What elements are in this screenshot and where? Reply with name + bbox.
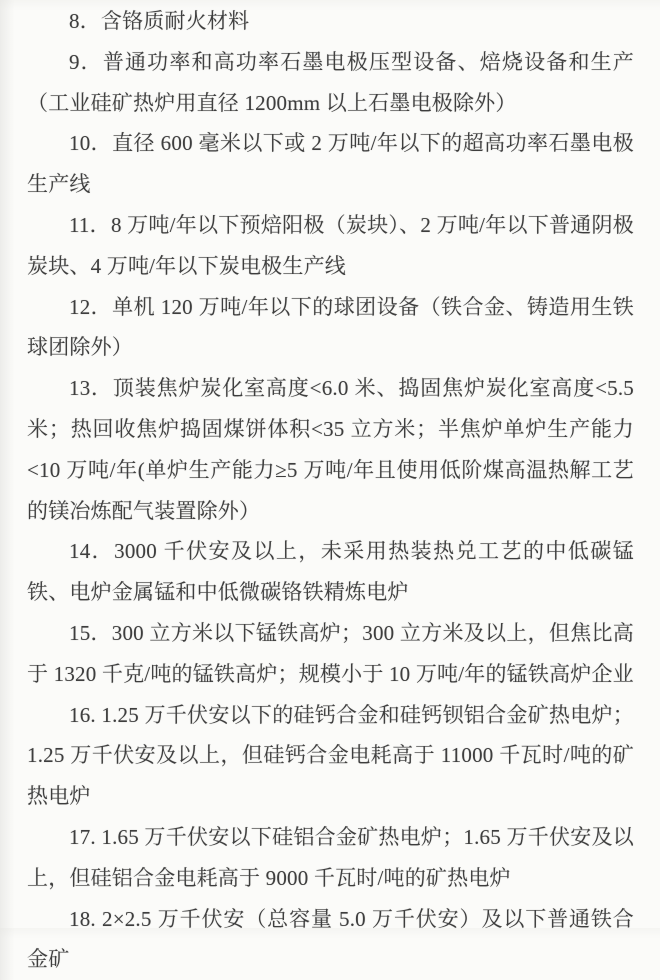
list-item-17: 17. 1.65 万千伏安以下硅铝合金矿热电炉；1.65 万千伏安及以上，但硅铝合金电耗高于 9000 千瓦时/吨的矿热电炉 <box>27 824 634 890</box>
list-item-9: 9．普通功率和高功率石墨电极压型设备、焙烧设备和生产（工业硅矿热炉用直径 1200mm 以上石墨电极除外） <box>27 49 634 115</box>
list-item-10: 10．直径 600 毫米以下或 2 万吨/年以下的超高功率石墨电极生产线 <box>27 131 634 197</box>
list-item-15: 15．300 立方米以下锰铁高炉；300 立方米及以上，但焦比高于 1320 千克/吨的锰铁高炉；规模小于 10 万吨/年的锰铁高炉企业 <box>27 620 634 686</box>
list-item-8: 8．含铬质耐火材料 <box>69 9 250 33</box>
list-item-11: 11．8 万吨/年以下预焙阳极（炭块）、2 万吨/年以下普通阴极炭块、4 万吨/年以下炭电极生产线 <box>27 212 634 278</box>
list-item-16: 16. 1.25 万千伏安以下的硅钙合金和硅钙钡铝合金矿热电炉；1.25 万千伏安及以上，但硅钙合金电耗高于 11000 千瓦时/吨的矿热电炉 <box>27 702 634 809</box>
list-item-18: 18. 2×2.5 万千伏安（总容量 5.0 万千伏安）及以下普通铁合金矿 <box>27 906 634 972</box>
list-item-14: 14．3000 千伏安及以上，未采用热装热兑工艺的中低碳锰铁、电炉金属锰和中低微碳铬铁精炼电炉 <box>27 539 634 605</box>
list-item-12: 12．单机 120 万吨/年以下的球团设备（铁合金、铸造用生铁球团除外） <box>27 294 634 360</box>
list-item-13: 13．顶装焦炉炭化室高度<6.0 米、捣固焦炉炭化室高度<5.5 米；热回收焦炉捣固煤饼体积<35 立方米；半焦炉单炉生产能力<10 万吨/年(单炉生产能力≥5 万吨/年且使用低阶煤高温热解工艺的镁冶炼配气装置除外） <box>27 376 634 523</box>
